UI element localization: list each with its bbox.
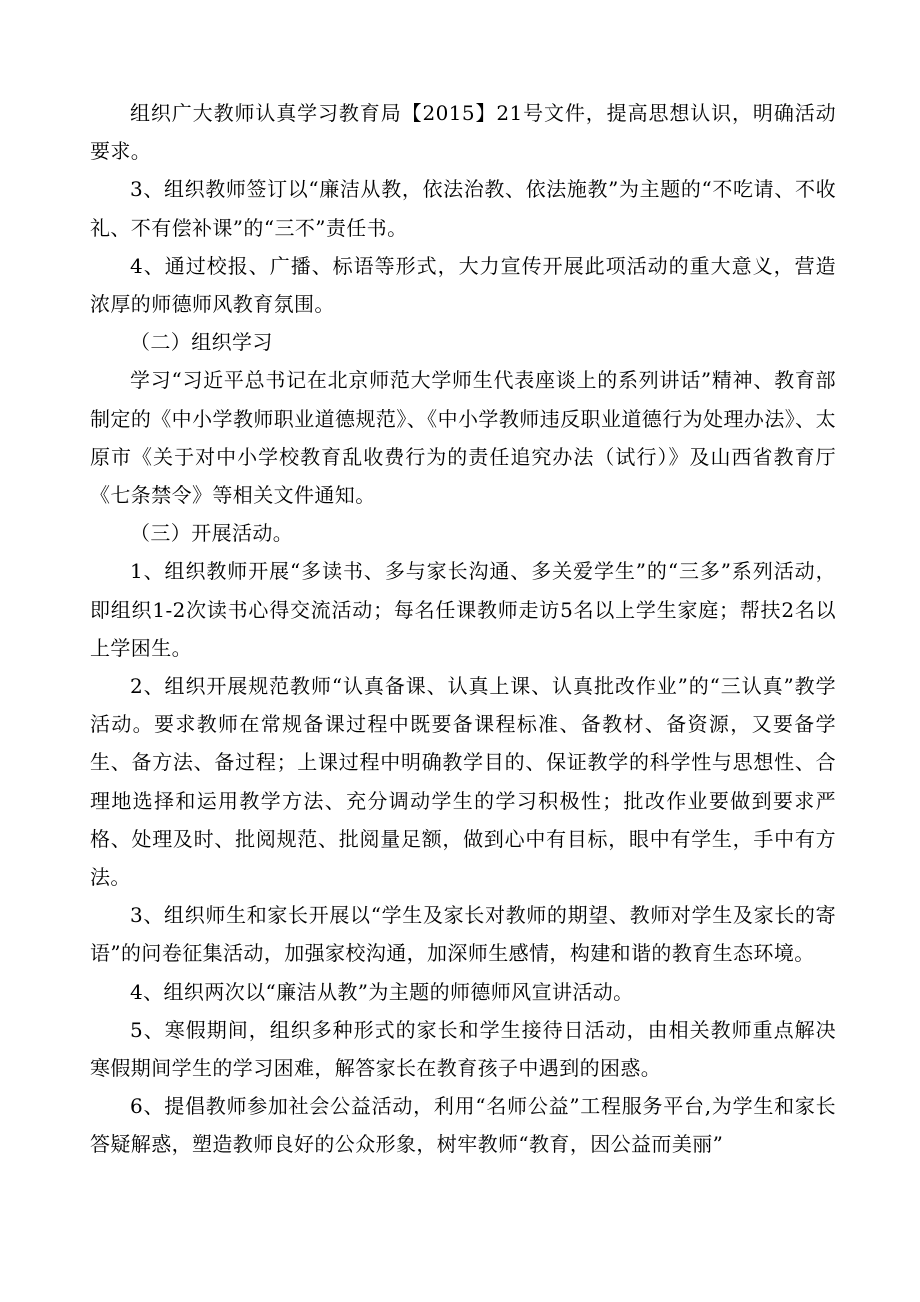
paragraph-activity-1: 1、组织教师开展“多读书、多与家长沟通、多关爱学生”的“三多”系列活动，即组织1-2次读书心得交流活动；每名任课教师走访5名以上学生家庭；帮扶2名以上学困生。 [90,559,836,660]
paragraph-item-4-publicity: 4、通过校报、广播、标语等形式，大力宣传开展此项活动的重大意义，营造浓厚的师德师风教育氛围。 [90,253,836,317]
paragraph-activity-4: 4、组织两次以“廉洁从教”为主题的师德师风宣讲活动。 [130,979,634,1004]
section-heading-activities: （三）开展活动。 [130,521,294,546]
paragraph-activity-2: 2、组织开展规范教师“认真备课、认真上课、认真批改作业”的“三认真”教学活动。要求教师在常规备课过程中既要备课程标准、备教材、备资源，又要备学生、备方法、备过程；上课过程中明确教学目的、保证教学的科学性与思想性、合理地选择和运用教学方法、充分调动学生的学习积极性；批改作业要做到要求严格、处理及时、批阅规范、批阅量足额，做到心中有目标，眼中有学生，手中有方法。 [90,674,836,890]
document-body [90,94,836,1164]
paragraph-item-3-pledge: 3、组织教师签订以“廉洁从教，依法治教、依法施教”为主题的“不吃请、不收礼、不有偿补课”的“三不”责任书。 [90,177,836,240]
paragraph-study-notice: 组织广大教师认真学习教育局【2015】21号文件，提高思想认识，明确活动要求。 [90,101,836,164]
section-heading-study: （二）组织学习 [130,330,273,355]
paragraph-activity-6: 6、提倡教师参加社会公益活动，利用“名师公益”工程服务平台,为学生和家长答疑解惑，塑造教师良好的公众形象，树牢教师“教育，因公益而美丽” [90,1094,836,1157]
paragraph-activity-3: 3、组织师生和家长开展以“学生及家长对教师的期望、教师对学生及家长的寄语”的问卷征集活动，加强家校沟通，加深师生感情，构建和谐的教育生态环境。 [90,903,836,966]
paragraph-activity-5: 5、寒假期间，组织多种形式的家长和学生接待日活动，由相关教师重点解决寒假期间学生的学习困难，解答家长在教育孩子中遇到的困惑。 [90,1017,836,1081]
paragraph-study-content: 学习“习近平总书记在北京师范大学师生代表座谈上的系列讲话”精神、教育部制定的《中小学教师职业道德规范》、《中小学教师违反职业道德行为处理办法》、太原市《关于对中小学校教育乱收费行为的责任追究办法（试行）》及山西省教育厅《七条禁令》等相关文件通知。 [90,368,836,508]
